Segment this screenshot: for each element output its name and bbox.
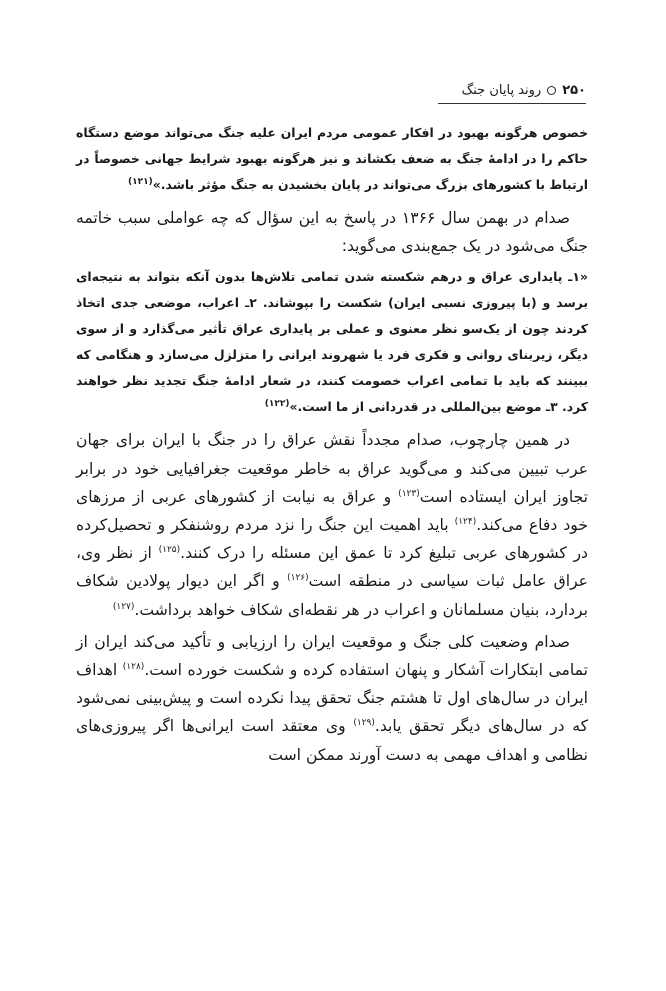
paragraph-text: صدام وضعیت کلی جنگ و موقعیت ایران را ارزیابی و تأکید می‌کند ایران از تمامی ابتکارات آشکار و پنهان استفاده کرده و شکست خورده است. <box>76 632 588 680</box>
paragraph-text: از نظر وی، عراق عامل ثبات سیاسی در منطقه است <box>76 544 588 591</box>
footnote-ref: (۱۲۴) <box>454 516 477 527</box>
footnote-ref: (۱۲۵) <box>158 545 181 556</box>
quote-block <box>76 120 588 198</box>
running-header <box>80 78 586 102</box>
paragraph <box>76 426 588 623</box>
footnote-ref: (۱۲۷) <box>112 601 135 612</box>
page-body <box>76 120 588 773</box>
circle-ornament-icon <box>547 86 556 95</box>
footnote-ref: (۱۲۱) <box>128 176 153 187</box>
paragraph-text: و اگر این دیوار پولادین شکاف بردارد، بنیان مسلمانان و اعراب در هر نقطه‌ای شکاف خواهد برداشت. <box>76 572 588 619</box>
paragraph <box>76 628 588 769</box>
quote-block <box>76 264 588 420</box>
paragraph-text: اهداف ایران در سال‌های اول تا هشتم جنگ تحقق پیدا نکرده است و پیش‌بینی نمی‌شود که در سال‌های دیگر تحقق یابد. <box>76 661 589 736</box>
paragraph-text: باید اهمیت این جنگ را نزد مردم روشنفکر و تحصیل‌کرده در کشورهای عربی تبلیغ کرد تا عمق این مسئله را درک کنند. <box>76 516 588 563</box>
quote-text: «۱ـ پایداری عراق و درهم شکسته شدن تمامی تلاش‌ها بدون آنکه بتواند به نتیجه‌ای برسد و (با پیروزی نسبی ایران) شکست را بپوشاند. ۲ـ اعراب، موضعی جدی اتخاذ کردند چون از یک‌سو نظر معنوی و عملی بر پایداری عراق تأثیر می‌گذارد و از سوی دیگر، زیربنای روانی و فکری فرد یا شهروند ایرانی را متزلزل می‌سازد و هنگامی که ببینند که باید با تمامی اعراب خصومت کنند، در شعار ادامهٔ جنگ تجدید نظر خواهند کرد. ۳ـ موضع بین‌المللی در قدردانی از ما است.» <box>76 269 588 415</box>
chapter-title: روند پایان جنگ <box>461 82 542 98</box>
footnote-ref: (۱۲۹) <box>353 718 375 729</box>
footnote-ref: (۱۲۶) <box>287 573 309 584</box>
page-number: ۲۵۰ <box>562 82 586 98</box>
paragraph-text: در همین چارچوب، صدام مجدداً نقش عراق را در جنگ با ایران برای جهان عرب تبیین می‌کند و می‌گوید عراق به خاطر موقعیت جغرافیایی خود در برابر تجاوز ایران ایستاده است <box>76 431 588 506</box>
paragraph-text: وی معتقد است ایرانی‌ها اگر پیروزی‌های نظامی و اهداف مهمی به دست آورند ممکن است <box>76 717 588 764</box>
footnote-ref: (۱۲۸) <box>122 661 145 672</box>
footnote-ref: (۱۲۲) <box>264 399 290 410</box>
header-divider <box>438 103 586 104</box>
footnote-ref: (۱۲۳) <box>398 488 420 499</box>
quote-text: خصوص هرگونه بهبود در افکار عمومی مردم ایران علیه جنگ می‌تواند موضع دستگاه حاکم را در ادامهٔ جنگ به ضعف بکشاند و نیز هرگونه بهبود شرایط جهانی خصوصاً در ارتباط با کشورهای بزرگ می‌تواند در پایان بخشیدن به جنگ مؤثر باشد.» <box>76 125 588 192</box>
paragraph-text: صدام در بهمن سال ۱۳۶۶ در پاسخ به این سؤال که چه عواملی سبب خاتمه جنگ می‌شود در یک جمع‌بندی می‌گوید: <box>76 209 588 256</box>
paragraph <box>76 204 588 260</box>
paragraph-text: و عراق به نیابت از کشورهای عربی از مرزهای خود دفاع می‌کند. <box>76 487 588 535</box>
